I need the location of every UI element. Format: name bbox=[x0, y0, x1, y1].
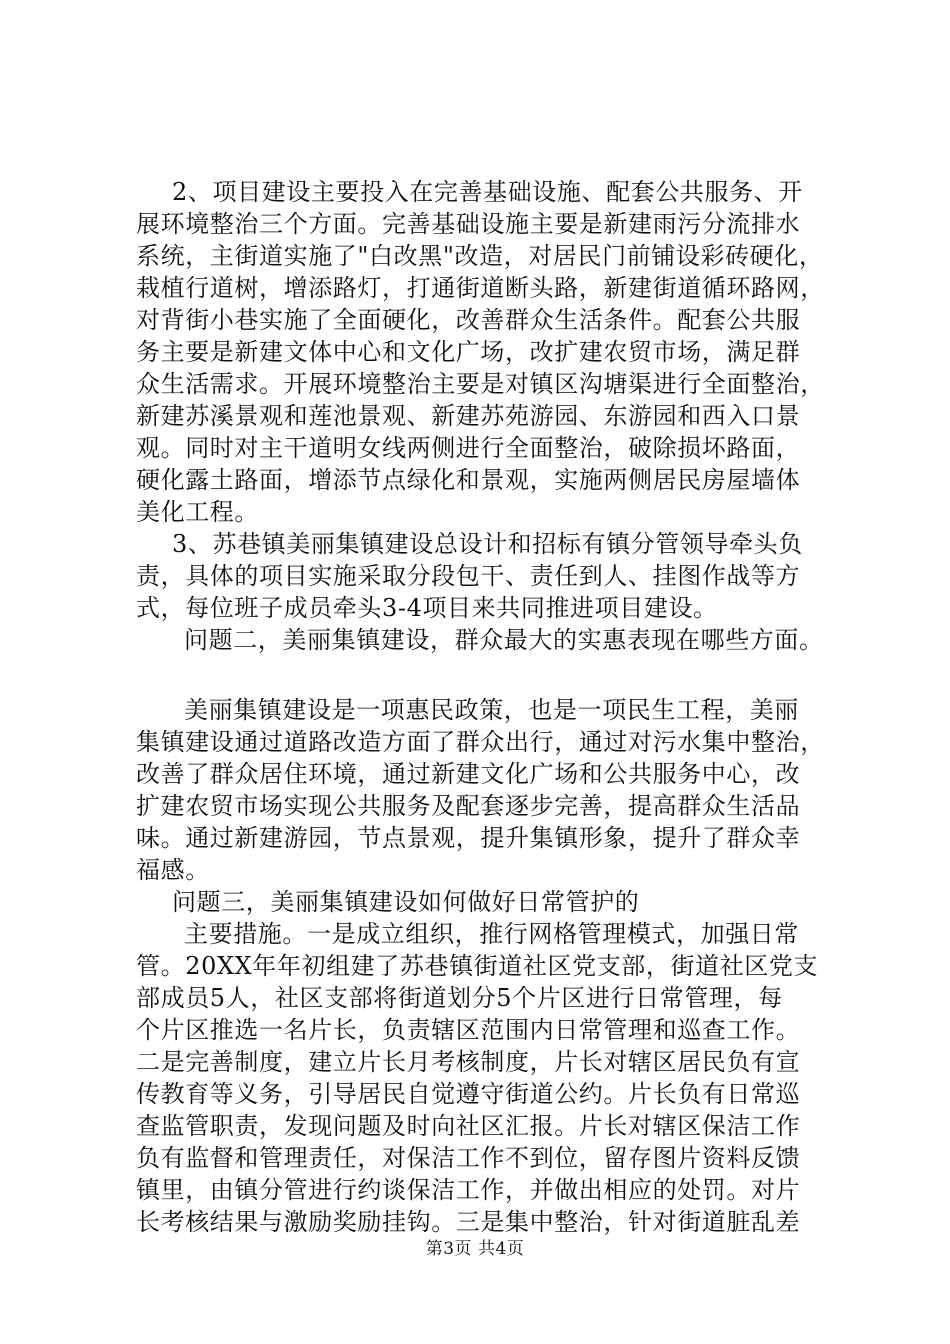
paragraph-line: 新建苏溪景观和莲池景观、新建苏苑游园、东游园和西入口景 bbox=[136, 402, 801, 430]
paragraph-line: 众生活需求。开展环境整治主要是对镇区沟塘渠进行全面整治， bbox=[136, 370, 825, 398]
paragraph-line: 式，每位班子成员牵头3-4项目来共同推进项目建设。 bbox=[136, 594, 718, 622]
paragraph-line: 责，具体的项目实施采取分段包干、责任到人、挂图作战等方 bbox=[136, 562, 801, 590]
paragraph-line: 传教育等义务，引导居民自觉遵守街道公约。片长负有日常巡 bbox=[136, 1080, 801, 1108]
paragraph-line: 2、项目建设主要投入在完善基础设施、配套公共服务、开 bbox=[172, 178, 803, 206]
paragraph-line: 味。通过新建游园，节点景观，提升集镇形象，提升了群众幸 bbox=[136, 824, 801, 852]
paragraph-gap bbox=[136, 656, 836, 694]
paragraph-line: 查监管职责，发现问题及时向社区汇报。片长对辖区保洁工作 bbox=[136, 1112, 801, 1140]
paragraph-line: 3、苏巷镇美丽集镇建设总设计和招标有镇分管领导牵头负 bbox=[172, 530, 803, 558]
paragraph-line: 管。20XX年年初组建了苏巷镇街道社区党支部，街道社区党支 bbox=[136, 952, 819, 980]
paragraph-line: 展环境整治三个方面。完善基础设施主要是新建雨污分流排水 bbox=[136, 210, 801, 238]
paragraph-line: 对背街小巷实施了全面硬化，改善群众生活条件。配套公共服 bbox=[136, 306, 801, 334]
question-heading: 问题三，美丽集镇建设如何做好日常管护的 bbox=[172, 888, 640, 916]
paragraph-line: 二是完善制度，建立片长月考核制度，片长对辖区居民负有宣 bbox=[136, 1048, 801, 1076]
paragraph-line: 个片区推选一名片长，负责辖区范围内日常管理和巡查工作。 bbox=[136, 1016, 801, 1044]
paragraph-line: 美丽集镇建设是一项惠民政策，也是一项民生工程，美丽 bbox=[184, 696, 799, 724]
paragraph-line: 镇里，由镇分管进行约谈保洁工作，并做出相应的处罚。对片 bbox=[136, 1176, 801, 1204]
paragraph-line: 美化工程。 bbox=[136, 498, 259, 526]
paragraph-line: 栽植行道树，增添路灯，打通街道断头路，新建街道循环路网， bbox=[136, 274, 825, 302]
paragraph-line: 改善了群众居住环境，通过新建文化广场和公共服务中心，改 bbox=[136, 760, 801, 788]
paragraph-line: 集镇建设通过道路改造方面了群众出行，通过对污水集中整治， bbox=[136, 728, 825, 756]
document-body bbox=[136, 176, 836, 1238]
paragraph-line: 硬化露土路面，增添节点绿化和景观，实施两侧居民房屋墙体 bbox=[136, 466, 801, 494]
paragraph-line: 部成员5人，社区支部将街道划分5个片区进行日常管理，每 bbox=[136, 984, 783, 1012]
paragraph-line: 主要措施。一是成立组织，推行网格管理模式，加强日常 bbox=[184, 920, 799, 948]
paragraph-line: 扩建农贸市场实现公共服务及配套逐步完善，提高群众生活品 bbox=[136, 792, 801, 820]
paragraph-line: 福感。 bbox=[136, 856, 210, 884]
paragraph-line: 负有监督和管理责任，对保洁工作不到位，留存图片资料反馈 bbox=[136, 1144, 801, 1172]
paragraph-line: 务主要是新建文体中心和文化广场，改扩建农贸市场，满足群 bbox=[136, 338, 801, 366]
paragraph-line: 观。同时对主干道明女线两侧进行全面整治，破除损坏路面， bbox=[136, 434, 801, 462]
question-heading: 问题二，美丽集镇建设，群众最大的实惠表现在哪些方面。 bbox=[184, 626, 824, 654]
page-number-footer: 第3页 共4页 bbox=[425, 1239, 525, 1259]
paragraph-line: 长考核结果与激励奖励挂钩。三是集中整治，针对街道脏乱差 bbox=[136, 1208, 801, 1236]
paragraph-line: 系统，主街道实施了"白改黑"改造，对居民门前铺设彩砖硬化， bbox=[136, 242, 824, 270]
